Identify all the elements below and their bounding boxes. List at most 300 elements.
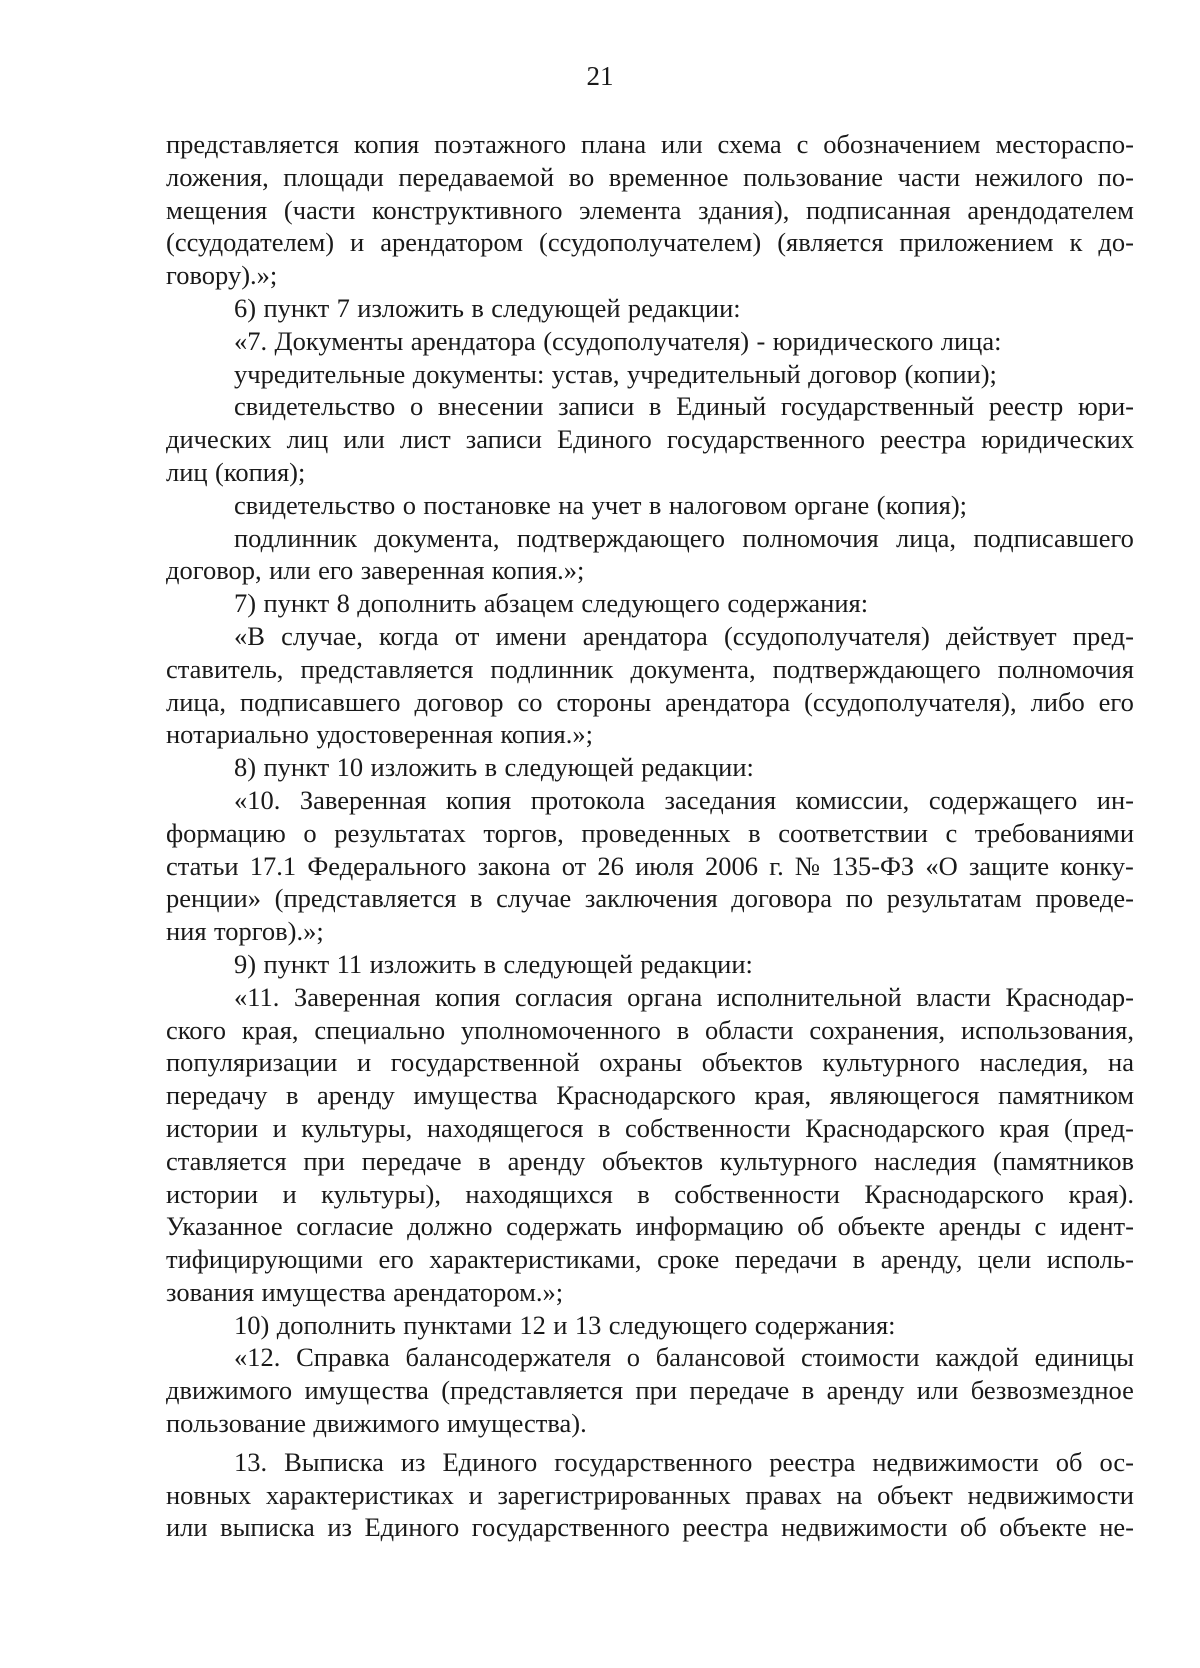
text-word: Указанное <box>166 1211 283 1242</box>
text-line <box>166 587 1134 620</box>
text-word: подтверждающего <box>516 522 725 553</box>
text-word: Заверенная <box>299 784 427 815</box>
text-word: пункт <box>263 752 330 783</box>
text-word: памятником <box>998 1080 1134 1111</box>
text-word: края, <box>241 1014 299 1045</box>
text-word: следующей <box>503 948 633 979</box>
text-word: или <box>166 1512 208 1543</box>
text-word: формацию <box>166 817 286 848</box>
text-word: тифицирующими <box>166 1244 363 1275</box>
text-word: зования <box>166 1276 255 1307</box>
text-word: аренды <box>938 1211 1021 1242</box>
text-word: редакции: <box>640 948 753 979</box>
text-word: (ссудополучателем) <box>539 227 762 258</box>
text-word: органе <box>794 489 870 520</box>
text-word: из <box>327 1512 352 1543</box>
text-word: о <box>303 817 317 848</box>
text-word: дополнить <box>276 1309 396 1340</box>
text-word: находящегося <box>426 1112 584 1143</box>
text-line <box>166 1079 1134 1112</box>
text-word: Краснодар- <box>1005 981 1134 1012</box>
text-word: государственной <box>390 1047 580 1078</box>
text-word: наследия, <box>979 1047 1089 1078</box>
text-word: и <box>468 1479 483 1510</box>
text-word: Справка <box>296 1342 390 1373</box>
text-word: учет <box>591 489 642 520</box>
text-word: исполь- <box>1046 1244 1134 1275</box>
text-word: не- <box>1099 1512 1134 1543</box>
text-word: специально <box>314 1014 446 1045</box>
text-word: области <box>705 1014 794 1045</box>
text-word: 12 <box>519 1309 546 1340</box>
document-body <box>166 128 1134 1544</box>
text-word: использования, <box>960 1014 1134 1045</box>
text-word: культуры, <box>301 1112 413 1143</box>
text-word: объекте <box>999 1512 1087 1543</box>
text-word: документа, <box>374 522 500 553</box>
text-word: объектов <box>602 1145 704 1176</box>
text-word: аренду <box>317 1080 395 1111</box>
text-word: пункт <box>263 292 330 323</box>
text-word: арендатора <box>582 620 708 651</box>
text-line <box>166 718 1134 751</box>
text-word: ния <box>166 916 207 947</box>
text-word: ренции» <box>166 883 261 914</box>
text-line <box>166 226 1134 259</box>
text-word: края). <box>1068 1178 1134 1209</box>
text-word: ин- <box>1096 784 1134 815</box>
text-word: согласие <box>296 1211 394 1242</box>
text-word: в <box>597 1112 611 1143</box>
text-word: постановке <box>423 489 551 520</box>
text-word: к <box>1069 227 1083 258</box>
text-word: 7 <box>336 292 350 323</box>
text-word: согласия <box>514 981 613 1012</box>
text-word: правах <box>745 1479 822 1510</box>
text-line <box>166 1407 1134 1440</box>
text-word: края, <box>754 1080 812 1111</box>
text-word: арендатором.»; <box>393 1276 564 1307</box>
text-word: или <box>269 555 311 586</box>
text-word: «12. <box>234 1342 281 1373</box>
text-word: его <box>1098 686 1134 717</box>
text-word: собственности <box>624 1112 791 1143</box>
text-word: арендодателем <box>967 194 1134 225</box>
text-line <box>166 784 1134 817</box>
text-word: в <box>648 391 662 422</box>
text-line <box>166 325 1134 358</box>
text-word: подписанная <box>805 194 951 225</box>
text-word: изложить <box>369 948 477 979</box>
text-word: до- <box>1098 227 1134 258</box>
text-word: передаваемой <box>398 161 555 192</box>
text-word: об <box>1055 1446 1083 1477</box>
text-word: местораспо- <box>995 129 1134 159</box>
text-word: наследия <box>874 1145 977 1176</box>
text-word: случае <box>496 883 572 914</box>
text-word: Выписка <box>284 1446 384 1477</box>
text-word: лист <box>399 424 451 455</box>
text-word: подлинник <box>234 522 357 553</box>
text-word: в <box>801 1375 815 1406</box>
text-word: в <box>285 1080 299 1111</box>
text-word: «В <box>234 620 265 651</box>
text-word: (пред- <box>1063 1112 1134 1143</box>
text-word: (памятников <box>993 1145 1134 1176</box>
text-word: реестра <box>682 1512 769 1543</box>
text-word: являющегося <box>829 1080 980 1111</box>
text-word: недвижимости <box>967 1479 1134 1510</box>
text-word: имущества <box>413 1080 538 1111</box>
text-word: договора <box>731 883 833 914</box>
text-word: представляется <box>166 129 339 159</box>
text-word: в <box>483 948 497 979</box>
text-word: цели <box>977 1244 1032 1275</box>
text-word: юридических <box>981 424 1134 455</box>
text-word: здания), <box>698 194 790 225</box>
text-line <box>166 850 1134 883</box>
text-word: истории <box>166 1112 259 1143</box>
text-word: пункт <box>263 948 330 979</box>
text-word: поэтажного <box>434 129 567 159</box>
text-line <box>166 915 1134 948</box>
text-word: недвижимости <box>872 1446 1039 1477</box>
text-word: конструктивного <box>372 194 563 225</box>
text-word: каждой <box>935 1342 1019 1373</box>
text-word: результатам <box>886 883 1022 914</box>
text-word: на <box>836 1479 863 1510</box>
text-word: и <box>553 1309 568 1340</box>
text-line <box>166 456 1134 489</box>
text-word: о <box>402 489 416 520</box>
text-word: в <box>676 1014 690 1045</box>
text-word: содержащего <box>928 784 1078 815</box>
text-word: копия.»; <box>491 555 585 586</box>
text-word: при <box>635 1375 678 1406</box>
text-word: ского <box>166 1014 227 1045</box>
text-word: объекте <box>837 1211 926 1242</box>
text-word: закона <box>477 850 551 881</box>
text-word: Единого <box>364 1512 460 1543</box>
text-word: объект <box>877 1479 953 1510</box>
text-word: находящихся <box>465 1178 613 1209</box>
text-word: случае, <box>281 620 363 651</box>
text-word: следующего <box>608 1309 748 1340</box>
text-line <box>166 1046 1134 1079</box>
text-word: 17.1 <box>249 850 297 881</box>
text-word: (является <box>777 227 884 258</box>
text-word: следующей <box>504 752 634 783</box>
text-line <box>166 1341 1134 1374</box>
text-word: недвижимости <box>781 1512 948 1543</box>
text-word: приложением <box>899 227 1054 258</box>
text-word: налоговом <box>668 489 787 520</box>
text-word: заседания <box>664 784 777 815</box>
text-word: реестра <box>880 424 967 455</box>
text-word: (ссудополучателя) <box>723 620 930 651</box>
text-word: следующей <box>491 292 621 323</box>
text-word: мещения <box>166 194 268 225</box>
text-word: балансодержателя <box>405 1342 612 1373</box>
text-word: содержания: <box>727 588 869 619</box>
text-word: лица, <box>896 522 957 553</box>
text-word: популяризации <box>166 1047 338 1078</box>
text-word: Единого <box>442 1446 538 1477</box>
text-word: государственный <box>780 391 975 422</box>
text-word: собственности <box>674 1178 840 1209</box>
text-word: государственного <box>554 1446 753 1477</box>
text-word: договор <box>808 358 898 389</box>
text-word: полномочия <box>997 653 1134 684</box>
text-word: учредительный <box>626 358 801 389</box>
text-line <box>166 1145 1134 1178</box>
text-word: реестр <box>988 391 1064 422</box>
text-word: нежилого <box>974 161 1084 192</box>
text-word: в <box>471 292 484 323</box>
text-word: № <box>794 850 821 881</box>
text-word: 2006 <box>705 850 758 881</box>
text-word: 7) <box>234 588 257 619</box>
text-word: протокола <box>530 784 645 815</box>
text-word: Единого <box>557 424 652 455</box>
text-word: от <box>454 620 480 651</box>
text-word: края <box>999 1112 1050 1143</box>
text-word: дополнить <box>357 588 477 619</box>
text-word: ставитель, <box>166 653 284 684</box>
text-line <box>166 292 1134 325</box>
text-word: когда <box>379 620 439 651</box>
text-word: о <box>409 391 424 422</box>
text-line <box>166 522 1134 555</box>
text-line <box>166 948 1134 981</box>
text-line <box>166 358 1134 391</box>
text-word: Краснодарского <box>556 1080 736 1111</box>
text-word: на <box>1108 1047 1134 1078</box>
text-line <box>166 1374 1134 1407</box>
text-word: Федерального <box>307 850 467 881</box>
text-word: (копия); <box>215 456 306 487</box>
text-word: проведенных <box>581 817 731 848</box>
text-line <box>166 1112 1134 1145</box>
text-word: 6) <box>234 292 257 323</box>
text-word: ос- <box>1099 1446 1134 1477</box>
text-word: заверенная <box>360 555 485 586</box>
text-word: представляется <box>300 653 474 684</box>
text-line <box>166 390 1134 423</box>
text-word: реестра <box>769 1446 856 1477</box>
text-word: изложить <box>357 292 464 323</box>
text-word: лица, <box>166 686 226 717</box>
text-word: плана <box>581 129 647 159</box>
text-word: или <box>343 424 385 455</box>
text-word: лиц <box>166 456 208 487</box>
text-word: с <box>1034 1211 1047 1242</box>
text-line <box>166 554 1134 587</box>
text-word: в <box>478 1145 491 1176</box>
text-word: «10. <box>234 784 281 815</box>
text-line <box>166 751 1134 784</box>
text-word: в <box>470 883 483 914</box>
text-line <box>166 1479 1134 1512</box>
text-word: схема <box>717 129 782 159</box>
text-word: либо <box>1030 686 1085 717</box>
text-word: записи <box>558 391 635 422</box>
text-word: обозначением <box>823 129 981 159</box>
text-word: «11. <box>234 981 280 1012</box>
text-word: балансовой <box>655 1342 786 1373</box>
text-word: 8) <box>234 752 257 783</box>
text-word: редакции: <box>627 292 741 323</box>
text-word: со <box>517 686 543 717</box>
text-word: говору).»; <box>166 260 278 291</box>
text-word: передаче <box>689 1375 790 1406</box>
text-word: с <box>796 129 809 159</box>
text-word: договор, <box>166 555 262 586</box>
text-word: передаче <box>361 1145 462 1176</box>
text-word: в <box>484 752 498 783</box>
text-word: и <box>272 1112 287 1143</box>
text-word: в <box>648 489 662 520</box>
text-word: культурного <box>822 1047 960 1078</box>
text-word: площади <box>283 161 384 192</box>
text-word: абзацем <box>483 588 574 619</box>
text-word: имущества <box>304 1375 429 1406</box>
text-word: договор <box>414 686 504 717</box>
text-word: ложения, <box>166 161 269 192</box>
text-word: от <box>561 850 587 881</box>
text-word: следующего <box>581 588 720 619</box>
text-word: учредительные <box>234 358 406 389</box>
text-word: выписка <box>220 1512 315 1543</box>
text-word: сохранения, <box>809 1014 946 1045</box>
text-word: копия.»; <box>500 719 593 750</box>
text-word: Единый <box>676 391 767 422</box>
text-word: пользование <box>166 1408 307 1439</box>
text-word: проведе- <box>1035 883 1134 914</box>
text-word: его <box>318 555 354 586</box>
text-word: подписавшего <box>239 686 401 717</box>
text-line <box>166 423 1134 456</box>
text-word: в <box>748 817 761 848</box>
text-word: «О <box>925 850 958 881</box>
text-word: части <box>897 161 961 192</box>
text-line <box>166 620 1134 653</box>
text-word: истории <box>166 1178 259 1209</box>
text-word: об <box>960 1512 987 1543</box>
text-word: Документы <box>274 325 404 356</box>
text-word: требованиями <box>974 817 1134 848</box>
text-word: (ссудополучателя) <box>543 325 750 356</box>
text-word: лиц <box>286 424 329 455</box>
text-word: аренду <box>826 1375 905 1406</box>
text-word: исполнительной <box>716 981 902 1012</box>
text-word: документы: <box>412 358 545 389</box>
text-word: движимого <box>313 1408 440 1439</box>
text-word: объектов <box>701 1047 803 1078</box>
text-word: имущества <box>261 1276 386 1307</box>
text-line <box>166 161 1134 194</box>
text-word: стоимости <box>800 1342 920 1373</box>
text-word: государственного <box>666 424 865 455</box>
text-line <box>166 1210 1134 1243</box>
text-word: записи <box>465 424 542 455</box>
text-word: 13 <box>574 1309 602 1340</box>
text-word: копия <box>435 981 501 1012</box>
text-word: заключения <box>584 883 718 914</box>
text-line <box>166 128 1134 161</box>
text-word: во <box>568 161 595 192</box>
text-line <box>166 882 1134 915</box>
text-word: и <box>350 227 365 258</box>
text-word: или <box>916 1375 959 1406</box>
text-word: результатах <box>334 817 466 848</box>
text-word: свидетельство <box>234 489 396 520</box>
text-word: уполномоченного <box>460 1014 661 1045</box>
text-word: его <box>378 1244 414 1275</box>
text-word: из <box>400 1446 426 1477</box>
text-word: 9) <box>234 948 257 979</box>
text-line <box>166 194 1134 227</box>
text-word: о <box>626 1342 641 1373</box>
text-word: с <box>945 817 958 848</box>
text-word: (представляется <box>441 1375 624 1406</box>
text-word: информацию <box>635 1211 784 1242</box>
text-word: свидетельство <box>234 391 396 422</box>
text-word: (ссудополучателя), <box>804 686 1017 717</box>
text-word: единицы <box>1034 1342 1134 1373</box>
text-word: 26 <box>597 850 624 881</box>
text-word: имущества). <box>446 1408 587 1439</box>
text-line <box>166 1309 1134 1342</box>
text-line <box>166 1276 1134 1309</box>
text-word: передачи <box>734 1244 838 1275</box>
text-word: копия <box>445 784 512 815</box>
text-word: арендатора <box>665 686 791 717</box>
text-word: документа, <box>630 653 756 684</box>
text-word: власти <box>916 981 991 1012</box>
text-word: юридического <box>772 325 934 356</box>
text-word: охраны <box>599 1047 683 1078</box>
text-word: подтверждающего <box>772 653 981 684</box>
text-word: Краснодарского <box>805 1112 985 1143</box>
text-word: (ссудодателем) <box>166 227 335 258</box>
text-word: идент- <box>1059 1211 1134 1242</box>
text-word: г. <box>769 850 784 881</box>
text-word: на <box>558 489 585 520</box>
text-line <box>166 259 1134 292</box>
text-word: ставляется <box>166 1145 287 1176</box>
text-word: Заверенная <box>293 981 421 1012</box>
text-line <box>166 1243 1134 1276</box>
text-word: 11 <box>336 948 363 979</box>
text-word: в <box>852 1244 866 1275</box>
text-line <box>166 686 1134 719</box>
text-word: изложить <box>370 752 478 783</box>
text-word: аренду <box>507 1145 586 1176</box>
text-word: или <box>661 129 703 159</box>
text-word: удостоверенная <box>316 719 493 750</box>
page-number: 21 <box>586 61 614 91</box>
text-word: (представляется <box>274 883 457 914</box>
text-word: государственного <box>471 1512 670 1543</box>
text-line <box>166 981 1134 1014</box>
text-word: движимого <box>166 1375 293 1406</box>
text-word: пунктами <box>403 1309 512 1340</box>
text-word: торгов, <box>483 817 564 848</box>
text-word: и <box>356 1047 372 1078</box>
text-word: об <box>797 1211 825 1242</box>
text-word: передачу <box>166 1080 268 1111</box>
